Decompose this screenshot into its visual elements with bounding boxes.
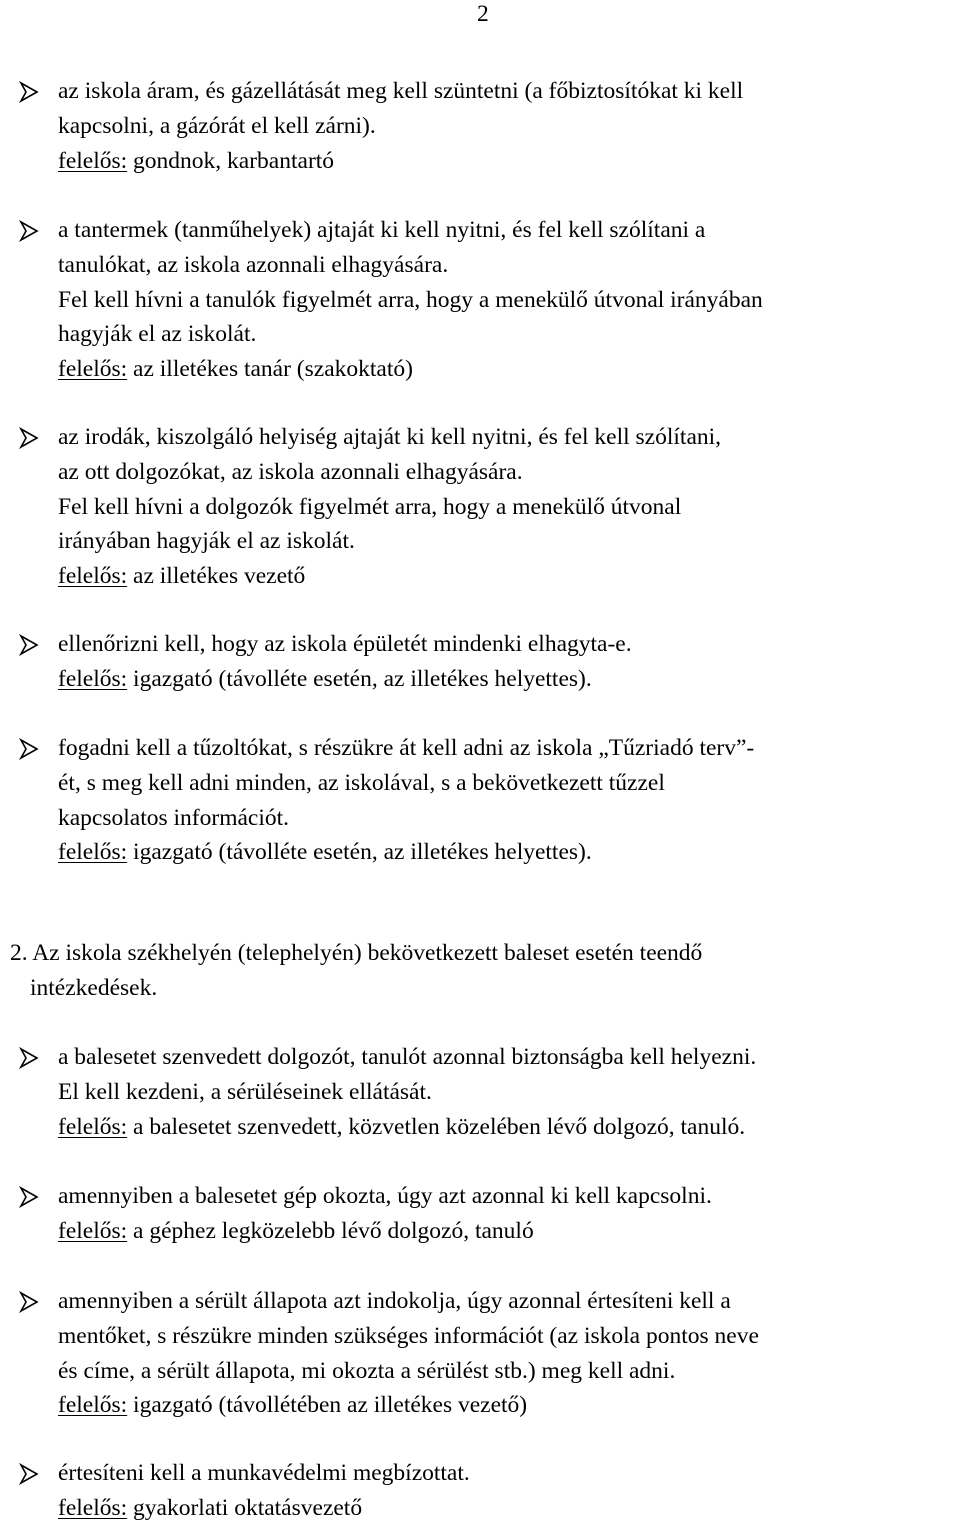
responsible-label: felelős:: [58, 1494, 128, 1521]
item-text-line: irányában hagyják el az iskolát.: [58, 528, 355, 555]
responsible-value: a géphez legközelebb lévő dolgozó, tanuló: [133, 1217, 534, 1244]
arrowhead-bullet-icon: [18, 427, 52, 461]
responsible-label: felelős:: [58, 1217, 128, 1244]
item-text-line: Fel kell hívni a dolgozók figyelmét arra, hogy a menekülő útvonal: [58, 493, 682, 520]
responsible-line: [58, 1110, 745, 1144]
item-text-line: kapcsolatos információt.: [58, 804, 290, 831]
responsible-value: az illetékes vezető: [133, 563, 306, 590]
arrowhead-bullet-icon: [18, 634, 52, 668]
item-text-line: hagyják el az iskolát.: [58, 321, 257, 348]
item-text-line: és címe, a sérült állapota, mi okozta a sérülést stb.) meg kell adni.: [58, 1357, 676, 1384]
arrowhead-bullet-icon: [18, 1463, 52, 1497]
responsible-line: [58, 835, 592, 869]
responsible-line: [58, 1491, 362, 1525]
responsible-value: gyakorlati oktatásvezető: [133, 1494, 363, 1521]
item-text-line: az irodák, kiszolgáló helyiség ajtaját ki kell nyitni, és fel kell szólítani,: [58, 424, 722, 450]
responsible-line: [58, 144, 334, 178]
responsible-label: felelős:: [58, 665, 128, 692]
responsible-label: felelős:: [58, 1113, 128, 1140]
responsible-value: a balesetet szenvedett, közvetlen közelében lévő dolgozó, tanuló.: [133, 1113, 746, 1140]
responsible-label: felelős:: [58, 839, 128, 866]
item-text-line: a tantermek (tanműhelyek) ajtaját ki kell nyitni, és fel kell szólítani a: [58, 217, 706, 243]
responsible-value: igazgató (távolléte esetén, az illetékes helyettes).: [133, 839, 592, 866]
item-text-line: értesíteni kell a munkavédelmi megbízottat.: [58, 1460, 470, 1486]
item-text-line: ét, s meg kell adni minden, az iskolával, s a bekövetkezett tűzzel: [58, 769, 665, 796]
item-text-line: a balesetet szenvedett dolgozót, tanulót azonnal biztonságba kell helyezni.: [58, 1044, 757, 1070]
responsible-label: felelős:: [58, 1392, 128, 1419]
responsible-value: igazgató (távolléte esetén, az illetékes helyettes).: [133, 665, 592, 692]
section-heading: 2. Az iskola székhelyén (telephelyén) bekövetkezett baleset esetén teendő: [10, 940, 703, 966]
arrowhead-bullet-icon: [18, 1291, 52, 1325]
item-text-line: az iskola áram, és gázellátását meg kell szüntetni (a főbiztosítókat ki kell: [58, 78, 744, 104]
responsible-line: [58, 1214, 534, 1248]
responsible-label: felelős:: [58, 356, 128, 383]
responsible-label: felelős:: [58, 147, 128, 174]
responsible-line: [58, 559, 305, 593]
responsible-line: [58, 1388, 527, 1422]
responsible-line: [58, 352, 413, 386]
item-text-line: amennyiben a balesetet gép okozta, úgy azt azonnal ki kell kapcsolni.: [58, 1183, 712, 1209]
responsible-value: az illetékes tanár (szakoktató): [133, 356, 413, 383]
arrowhead-bullet-icon: [18, 1186, 52, 1220]
responsible-value: gondnok, karbantartó: [133, 147, 335, 174]
item-text-line: tanulókat, az iskola azonnali elhagyására.: [58, 251, 449, 278]
item-text-line: ellenőrizni kell, hogy az iskola épületét mindenki elhagyta-e.: [58, 631, 632, 657]
item-text-line: az ott dolgozókat, az iskola azonnali elhagyására.: [58, 458, 523, 485]
responsible-value: igazgató (távollétében az illetékes vezető): [133, 1392, 528, 1419]
arrowhead-bullet-icon: [18, 220, 52, 254]
responsible-line: [58, 662, 592, 696]
item-text-line: Fel kell hívni a tanulók figyelmét arra, hogy a menekülő útvonal irányában: [58, 286, 763, 313]
responsible-label: felelős:: [58, 563, 128, 590]
arrowhead-bullet-icon: [18, 1047, 52, 1081]
arrowhead-bullet-icon: [18, 81, 52, 115]
item-text-line: mentőket, s részükre minden szükséges információt (az iskola pontos neve: [58, 1322, 759, 1349]
page-number: 2: [477, 1, 489, 27]
item-text-line: amennyiben a sérült állapota azt indokolja, úgy azonnal értesíteni kell a: [58, 1288, 731, 1314]
item-text-line: fogadni kell a tűzoltókat, s részükre át kell adni az iskola „Tűzriadó terv”-: [58, 735, 755, 761]
arrowhead-bullet-icon: [18, 738, 52, 772]
item-text-line: kapcsolni, a gázórát el kell zárni).: [58, 112, 376, 139]
item-text-line: El kell kezdeni, a sérüléseinek ellátását.: [58, 1078, 432, 1105]
section-heading-continued: intézkedések.: [30, 974, 158, 1001]
